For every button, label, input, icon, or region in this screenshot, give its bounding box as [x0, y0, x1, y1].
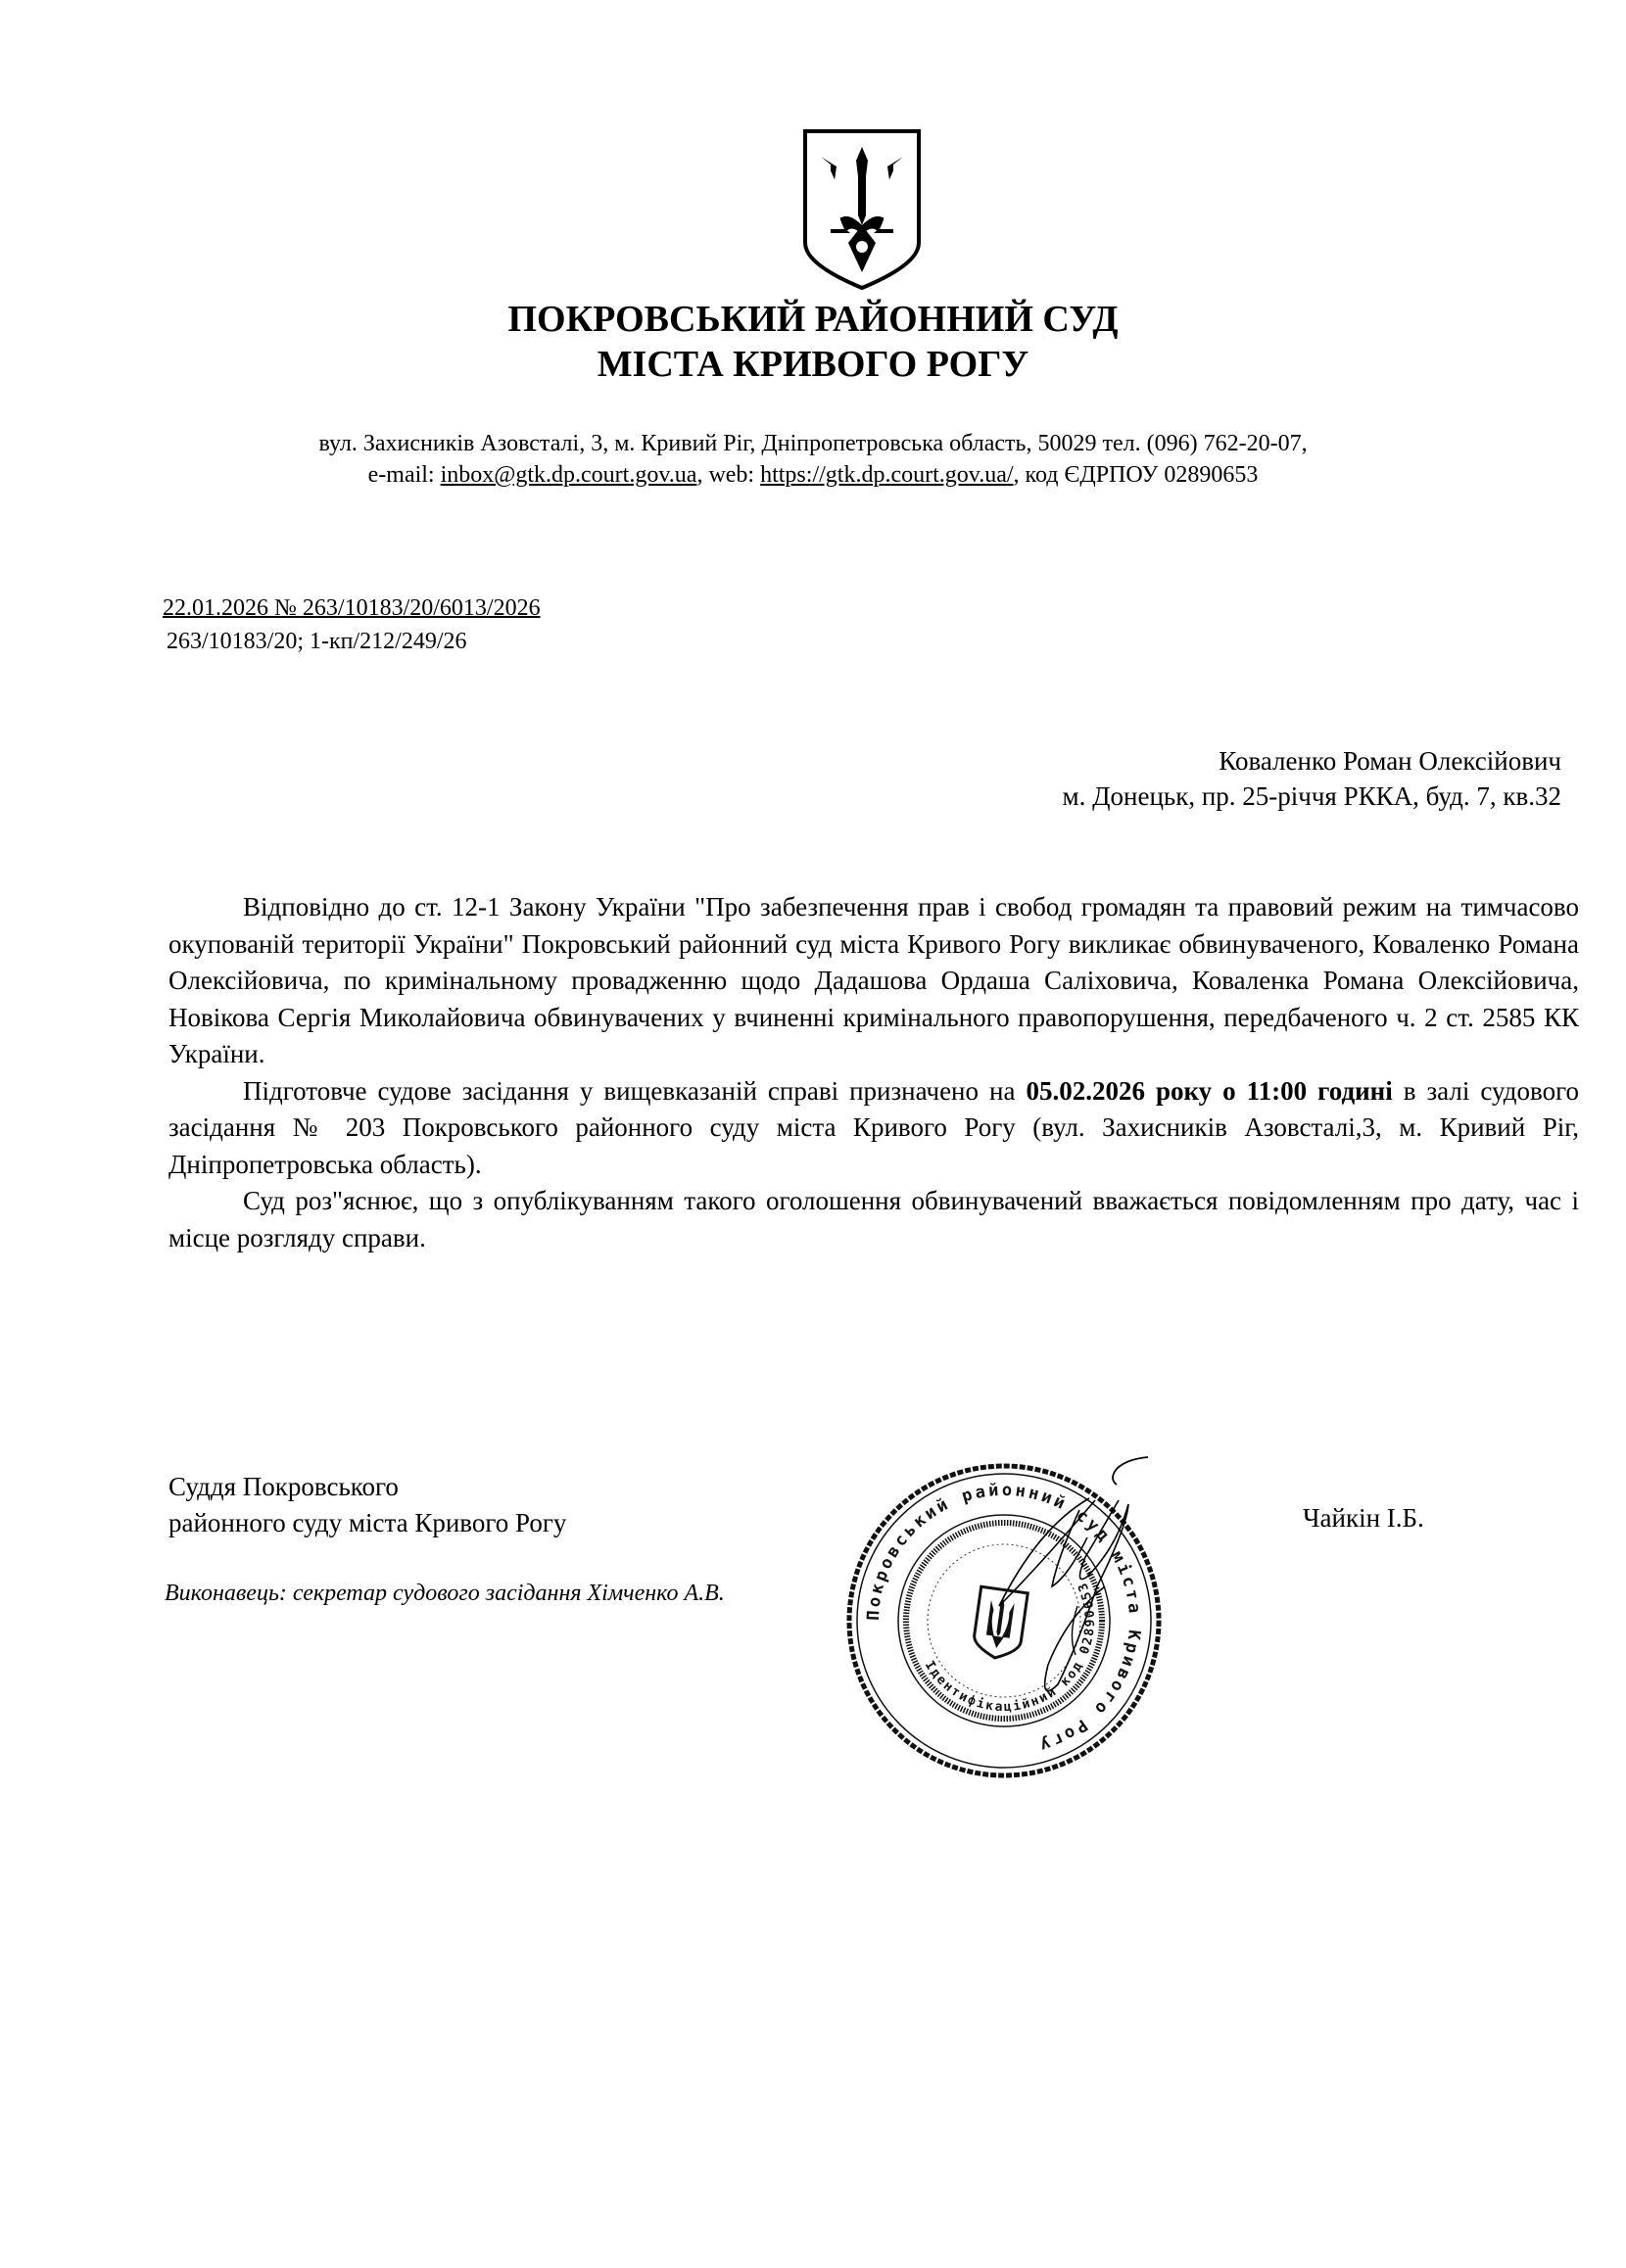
court-address: вул. Захисників Азовсталі, 3, м. Кривий Ріг, Дніпропетровська область, 50029 тел. (096) 762-20-07,: [318, 431, 1308, 456]
case-numbers: 263/10183/20; 1-кп/212/249/26: [167, 629, 467, 654]
executor-note: Виконавець: секретар судового засідання Хімченко А.В.: [165, 1581, 725, 1606]
recipient-name: Коваленко Роман Олексійович: [1219, 746, 1561, 776]
seal-inner-text: Ідентифікаційний код 02890653: [921, 1579, 1099, 1716]
judge-signature-icon: [980, 1449, 1205, 1724]
outgoing-date-number: 22.01.2026 № 263/10183/20/6013/2026: [163, 595, 541, 621]
email-link[interactable]: inbox@gtk.dp.court.gov.ua: [440, 462, 697, 488]
court-name-line2: МІСТА КРИВОГО РОГУ: [597, 344, 1029, 385]
coat-of-arms-icon: [801, 127, 923, 292]
paragraph-summons: Відповідно до ст. 12-1 Закону України "Про забезпечення прав і свобод громадян та правовий режим на тимчасово окупованій території України" Покровський районний суд міста Кривого Рогу викликає обвинуваченого, Коваленко Романа Олексійовича, по кримінальному провадженню щодо Дадашова Ордаша Саліховича, Коваленка Романа Олексійовича, Новікова Сергія Миколайовича обвинувачених у вчиненні кримінального правопорушення, передбаченого ч. 2 ст. 2585 КК України.: [168, 892, 1579, 1068]
recipient-address: м. Донецьк, пр. 25-річчя РККА, буд. 7, кв.32: [1062, 781, 1561, 811]
web-label: , web:: [696, 462, 761, 488]
hearing-location: в залі судового засідання № 203 Покровського районного суду міста Кривого Рогу (вул. Захисників Азовсталі,3, м. Кривий Ріг, Дніпропетровська область).: [168, 1075, 1580, 1179]
seal-outer-text: Покровський районний суд міста Кривого Рогу: [863, 1480, 1145, 1757]
email-label: e-mail:: [367, 462, 441, 488]
hearing-datetime: 05.02.2026 року о 11:00 годині: [1026, 1075, 1393, 1106]
court-contacts: [0, 460, 1626, 490]
judge-position-line1: Суддя Покровського: [168, 1472, 399, 1501]
paragraph-hearing: [168, 1073, 1579, 1184]
web-link[interactable]: https://gtk.dp.court.gov.ua/: [760, 462, 1014, 488]
edrpou-code: , код ЄДРПОУ 02890653: [1013, 462, 1259, 488]
judge-position-line2: районного суду міста Кривого Рогу: [168, 1508, 567, 1537]
letter-body: [168, 889, 1579, 1256]
judge-name: Чайкін І.Б.: [1303, 1503, 1424, 1533]
paragraph-notice: Суд роз"яснює, що з опублікуванням такого оголошення обвинувачений вважається повідомленням про дату, час і місце розгляду справи.: [168, 1186, 1579, 1252]
hearing-intro: Підготовче судове засідання у вищевказаній справі призначено на: [243, 1075, 1027, 1106]
court-name-line1: ПОКРОВСЬКИЙ РАЙОННИЙ СУД: [507, 299, 1119, 340]
